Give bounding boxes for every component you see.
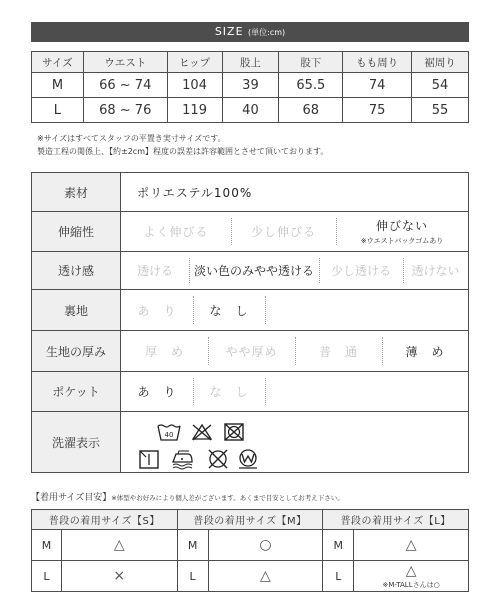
thickness-option: 厚 め <box>144 344 184 359</box>
size-header <box>31 22 469 42</box>
spec-label: 伸縮性 <box>32 212 121 251</box>
fit-mark-cell: △ <box>354 530 469 561</box>
lining-option: あ り <box>137 303 177 318</box>
pocket-option-selected: あ り <box>137 385 177 399</box>
wear-col-m: 普段の着用サイズ【M】 <box>177 510 323 530</box>
no-bleach-icon <box>190 422 214 442</box>
size-note-1: ※サイズはすべてスタッフの平置き実寸サイズです。 <box>37 134 226 143</box>
pocket-option: な し <box>209 385 249 399</box>
table-row <box>32 98 469 123</box>
size-cell: 119 <box>167 98 222 123</box>
wear-size-title <box>31 490 344 503</box>
size-cell: 65.5 <box>279 73 343 98</box>
size-col-inseam: 股下 <box>279 52 343 73</box>
stretch-option: よく伸びる <box>143 225 209 239</box>
wear-header-row <box>32 510 469 530</box>
wear-size-cell: M <box>32 530 62 561</box>
wear-size-cell: L <box>177 561 208 592</box>
size-cell: 54 <box>412 73 469 98</box>
size-cell: 68 ~ 76 <box>83 98 167 123</box>
size-col-waist: ウエスト <box>83 52 167 73</box>
size-cell: 39 <box>222 73 279 98</box>
table-row <box>32 561 469 592</box>
wear-size-cell: L <box>323 561 354 592</box>
size-cell: M <box>32 73 84 98</box>
spec-label: 透け感 <box>32 252 121 289</box>
wash-40-icon <box>156 422 182 442</box>
wear-size-cell: M <box>177 530 208 561</box>
sheer-option: 少し透ける <box>330 264 391 278</box>
size-title: SIZE <box>214 25 244 38</box>
material-value: ポリエステル100% <box>137 185 253 200</box>
fit-mark-cell: × <box>61 561 177 592</box>
no-tumble-dry-icon <box>222 422 246 442</box>
spec-row-pocket <box>32 372 468 412</box>
stretch-option-selected: 伸びない ※ウエストバックゴムあり <box>360 219 444 245</box>
stretch-note: ※ウエストバックゴムあり <box>360 237 444 245</box>
size-cell: 75 <box>343 98 412 123</box>
fit-mark-cell: △ <box>61 530 177 561</box>
size-cell: 74 <box>343 73 412 98</box>
size-col-rise: 股上 <box>222 52 279 73</box>
spec-row-stretch <box>32 212 468 252</box>
size-cell: L <box>32 98 84 123</box>
size-cell: 104 <box>167 73 222 98</box>
wear-title-note: ※体型やお好みにより個人差がございます。あくまで目安としてお考え下さい。 <box>111 494 344 502</box>
sheer-option: 透けない <box>411 264 460 278</box>
fit-mark-cell: △ <box>208 561 323 592</box>
spec-label: 裏地 <box>32 290 121 330</box>
spec-label: 素材 <box>32 173 121 211</box>
thickness-option: 普 通 <box>318 344 358 359</box>
table-row <box>32 530 469 561</box>
size-cell: 68 <box>279 98 343 123</box>
size-cell: 66 ~ 74 <box>83 73 167 98</box>
sheer-option-selected: 淡い色のみやや透ける <box>193 264 314 278</box>
size-col-size: サイズ <box>32 52 84 73</box>
wash-temp: 40 <box>164 431 174 439</box>
wear-col-l: 普段の着用サイズ【L】 <box>323 510 469 530</box>
wear-col-s: 普段の着用サイズ【S】 <box>32 510 178 530</box>
wear-size-cell: L <box>32 561 62 592</box>
fit-mark-note: ※M-TALLさんは○ <box>382 580 440 589</box>
spec-row-sheer <box>32 252 468 290</box>
wear-size-table <box>31 509 469 592</box>
thickness-option-selected: 薄 め <box>405 344 445 359</box>
wear-title-text: 【着用サイズ目安】 <box>31 493 112 503</box>
fit-mark: △ <box>405 562 417 579</box>
line-dry-shade-icon <box>138 448 160 470</box>
size-table <box>31 51 469 123</box>
size-cell: 55 <box>412 98 469 123</box>
no-dry-clean-icon <box>206 448 230 470</box>
spec-row-thickness <box>32 331 468 372</box>
spec-row-lining <box>32 290 468 331</box>
spec-label: ポケット <box>32 372 121 411</box>
spec-label: 生地の厚み <box>32 331 121 371</box>
stretch-option: 少し伸びる <box>250 225 316 239</box>
fit-mark-cell <box>354 561 469 592</box>
size-note-2: 製造工程の関係上、【約±2cm】程度の誤差は許容範囲とさせて頂いております。 <box>37 147 329 156</box>
size-col-thigh: もも周り <box>343 52 412 73</box>
table-row <box>32 73 469 98</box>
lining-option-selected: な し <box>209 303 249 318</box>
size-cell: 40 <box>222 98 279 123</box>
size-col-hip: ヒップ <box>167 52 222 73</box>
spec-row-material <box>32 173 468 212</box>
size-table-header-row <box>32 52 469 73</box>
fit-mark-cell: ○ <box>208 530 323 561</box>
size-unit: (単位:cm) <box>248 28 286 37</box>
size-col-hem: 裾周り <box>412 52 469 73</box>
laundry-icons <box>138 422 258 472</box>
wet-clean-icon <box>236 448 260 470</box>
sheer-option: 透ける <box>136 264 173 278</box>
thickness-option: やや厚め <box>225 344 278 359</box>
wear-size-cell: M <box>323 530 354 561</box>
iron-low-icon <box>170 448 196 470</box>
spec-label: 洗濯表示 <box>32 412 121 472</box>
